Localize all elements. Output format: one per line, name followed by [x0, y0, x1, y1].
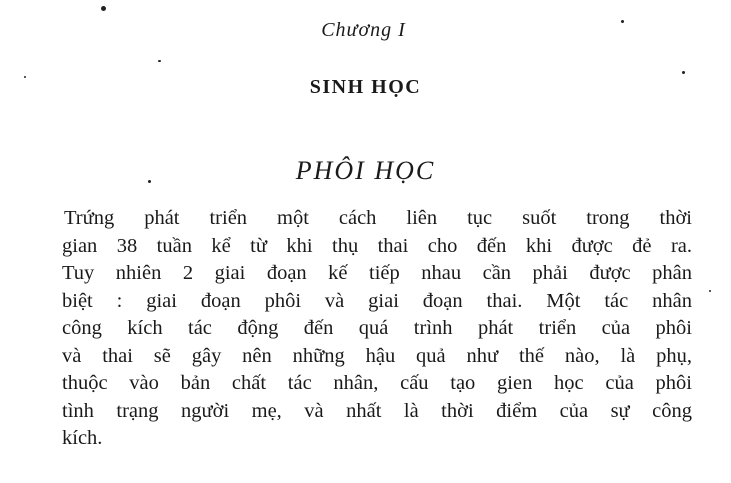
- paragraph-line: Trứng phát triển một cách liên tục suốt trong thời: [64, 207, 692, 229]
- paragraph-line: kích.: [62, 427, 103, 449]
- chapter-heading: Chương I: [321, 19, 406, 41]
- section-title: PHÔI HỌC: [295, 156, 436, 185]
- scan-speck: [101, 6, 106, 11]
- paragraph-line: gian 38 tuần kể từ khi thụ thai cho đến khi được đẻ ra.: [62, 234, 692, 257]
- paragraph-line: Tuy nhiên 2 giai đoạn kế tiếp nhau cần phải được phân: [62, 262, 692, 284]
- paragraph-line: tình trạng người mẹ, và nhất là thời điểm của sự công: [62, 399, 692, 422]
- paragraph-line: và thai sẽ gây nên những hậu quả như thế nào, là phụ,: [62, 344, 692, 367]
- paragraph-line: biệt : giai đoạn phôi và giai đoạn thai. Một tác nhân: [62, 289, 692, 312]
- paragraph-line: công kích tác động đến quá trình phát triển của phôi: [62, 317, 692, 339]
- body-paragraph: [64, 205, 692, 453]
- scan-speck: [682, 71, 685, 74]
- paragraph-line: thuộc vào bản chất tác nhân, cấu tạo gien học của phôi: [62, 372, 692, 394]
- scan-speck: [158, 60, 161, 62]
- part-title: SINH HỌC: [309, 76, 422, 98]
- scan-speck: [709, 290, 711, 292]
